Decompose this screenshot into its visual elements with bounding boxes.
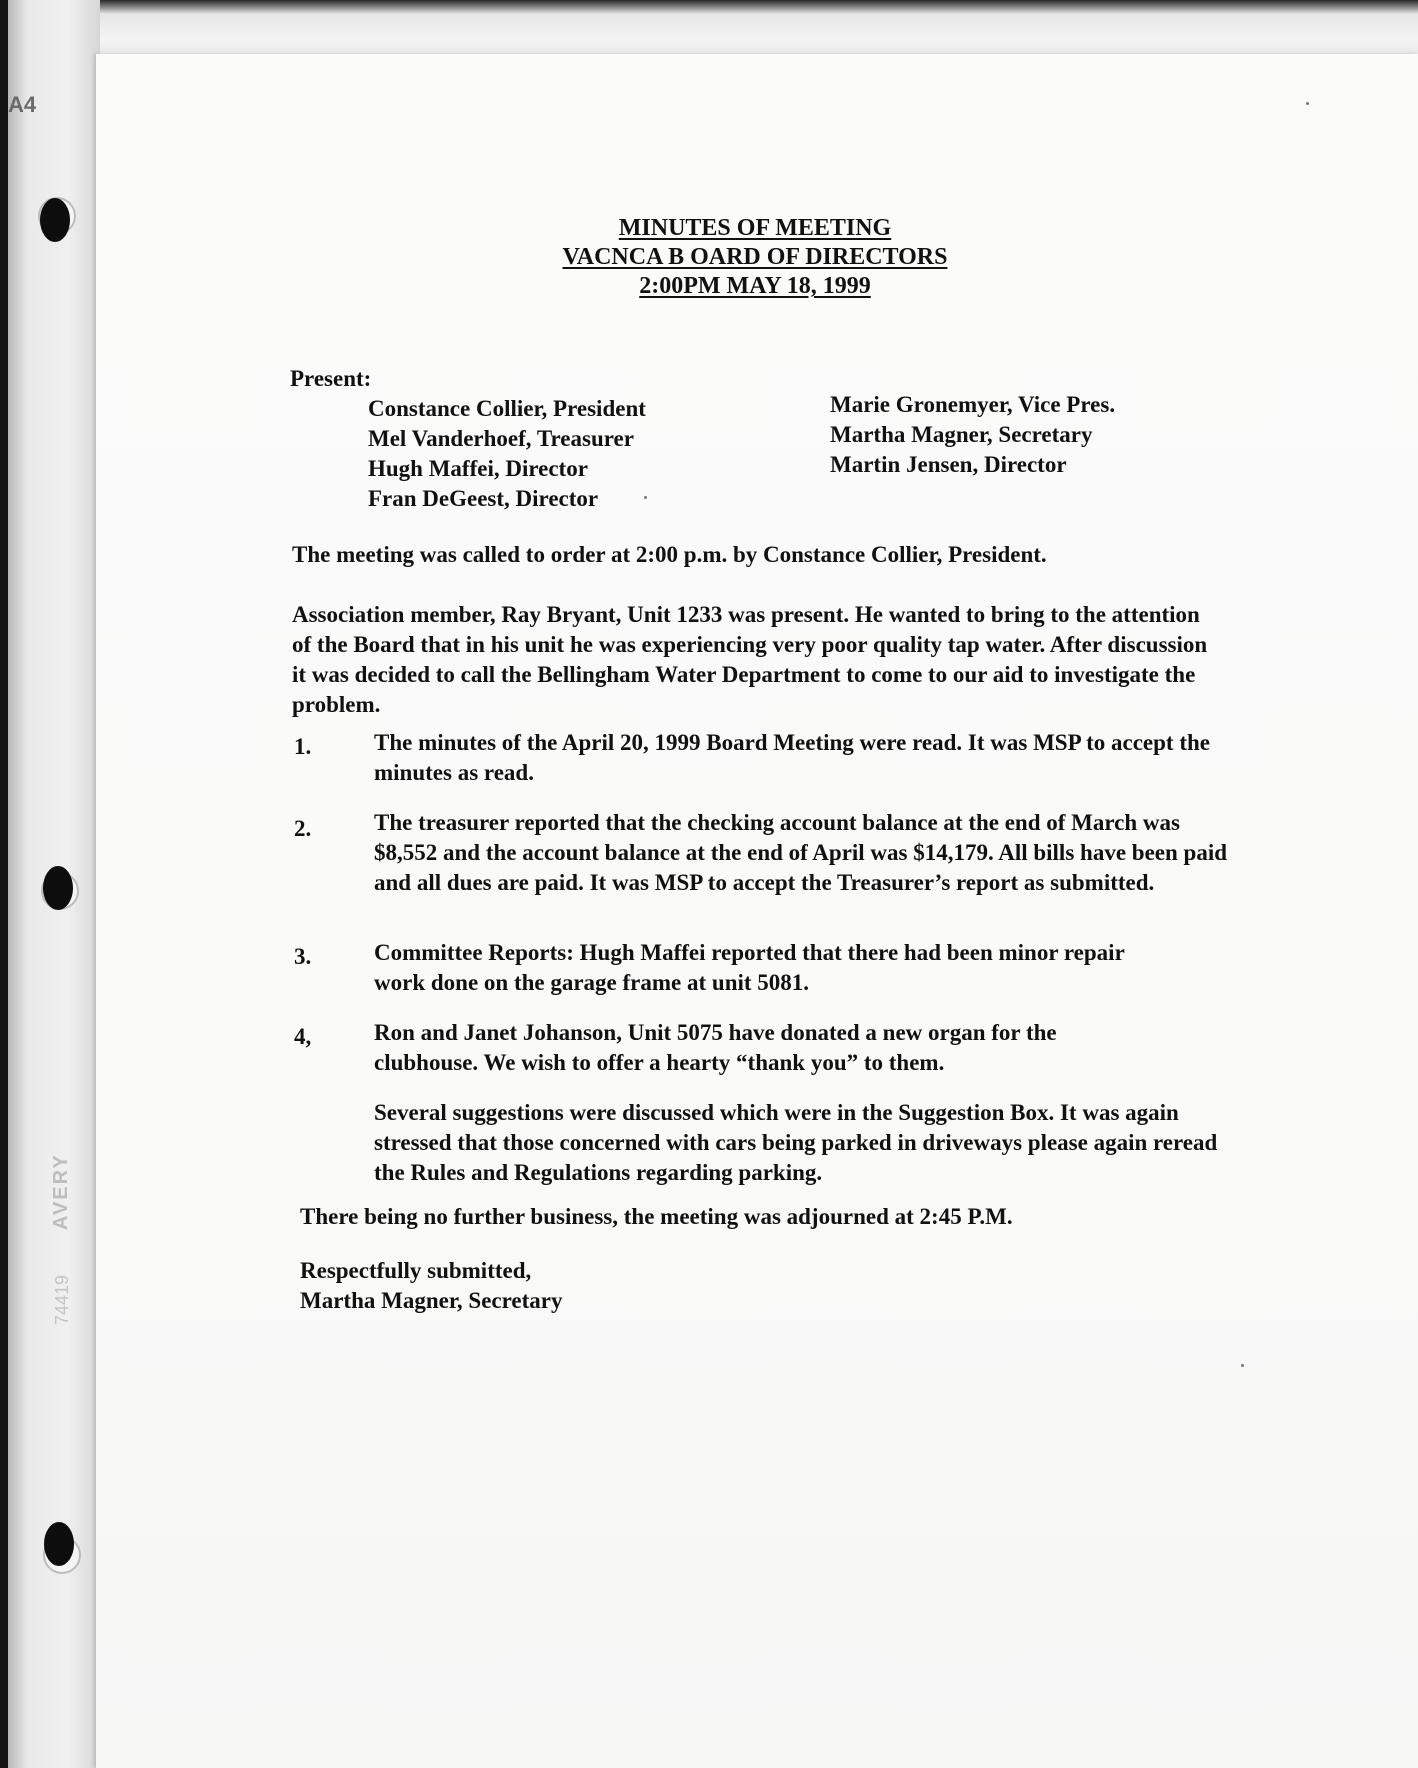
heading-line-1: MINUTES OF MEETING [618,215,892,241]
agenda-item-number: 1. [294,734,312,759]
sleeve-size-label: A4 [8,92,37,117]
sleeve-product-code: 74419 [52,1275,72,1326]
attendee: Martha Magner, Secretary [830,422,1093,447]
attendees-right-column [830,390,1115,480]
agenda-item-text: The treasurer reported that the checking account balance at the end of March was $8,552 and the account balance at the end of April was $14,179. All bills have been paid and all dues are paid. It was MSP to accept the Treasurer’s report as submitted. [374,810,1227,895]
punch-hole-middle [43,866,73,910]
suggestions-paragraph: Several suggestions were discussed which were in the Suggestion Box. It was again stressed that those concerned with cars being parked in driveways please again reread the Rules and Regulations regarding parking. [374,1100,1218,1185]
agenda-item-text: Ron and Janet Johanson, Unit 5075 have donated a new organ for the clubhouse. We wish to offer a hearty “thank you” to them. [374,1020,1057,1075]
punch-hole-top [40,198,70,242]
attendees-left-column [368,394,646,514]
closing-salutation: Respectfully submitted, [300,1258,532,1283]
agenda-item-number: 4, [294,1024,312,1049]
attendee: Constance Collier, President [368,396,646,421]
attendee: Fran DeGeest, Director [368,486,599,511]
agenda-item-number: 2. [294,816,312,841]
heading-line-2: VACNCA B OARD OF DIRECTORS [562,244,948,270]
attendee: Mel Vanderhoef, Treasurer [368,426,634,451]
closing-signer: Martha Magner, Secretary [300,1288,563,1313]
agenda-item-text: Committee Reports: Hugh Maffei reported that there had been minor repair work done on the garage frame at unit 5081. [374,940,1125,995]
agenda-item-text: The minutes of the April 20, 1999 Board Meeting were read. It was MSP to accept the minutes as read. [374,730,1210,785]
attendee: Hugh Maffei, Director [368,456,588,481]
adjournment-text: There being no further business, the meeting was adjourned at 2:45 P.M. [300,1204,1013,1229]
document-page [96,54,1418,1768]
attendee: Marie Gronemyer, Vice Pres. [830,392,1116,417]
agenda-item-number: 3. [294,944,312,969]
present-label: Present: [290,366,372,391]
heading-line-3: 2:00PM MAY 18, 1999 [639,273,871,299]
attendee: Martin Jensen, Director [830,452,1067,477]
punch-hole-bottom [44,1522,74,1566]
sleeve-top-edge [100,0,1418,60]
member-concern-paragraph: Association member, Ray Bryant, Unit 1233 was present. He wanted to bring to the attention of the Board that in his unit he was experiencing very poor quality tap water. After discussion it was decided to call the Bellingham Water Department to come to our aid to investigate the problem. [292,602,1208,717]
sleeve-brand-watermark: AVERY [50,1153,72,1230]
call-to-order-text: The meeting was called to order at 2:00 p.m. by Constance Collier, President. [292,542,1047,567]
